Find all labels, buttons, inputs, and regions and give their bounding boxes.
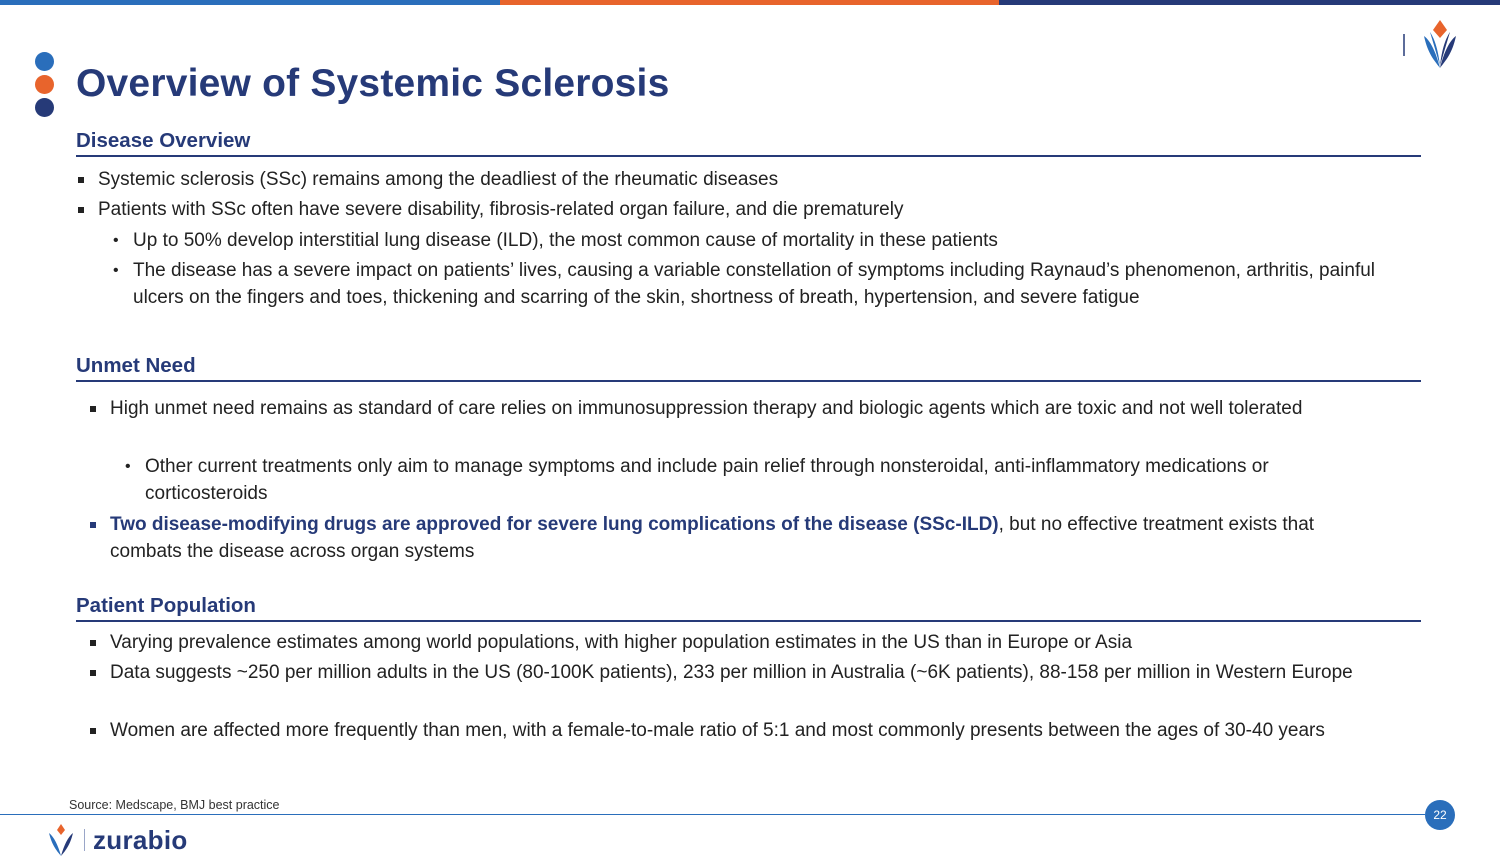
- page-number-badge: 22: [1425, 800, 1455, 830]
- bullet-text: Systemic sclerosis (SSc) remains among the deadliest of the rheumatic diseases: [98, 169, 779, 190]
- bullet-square: [78, 207, 84, 213]
- dot-blue: [35, 52, 54, 71]
- list-item: [110, 395, 1405, 422]
- top-color-bar: [0, 0, 1500, 5]
- sub-bullet-text: Other current treatments only aim to manage symptoms and include pain relief through nonsteroidal, anti-inflammatory medications or corticosteroids: [145, 456, 1269, 504]
- list-item: [98, 196, 1398, 223]
- top-bar-blue-segment: [0, 0, 500, 5]
- section-heading-patient-population: Patient Population: [76, 594, 1421, 622]
- bullet-text-emphasis: Two disease-modifying drugs are approved for severe lung complications of the disease (SSc-ILD): [110, 514, 999, 535]
- bullet-square: [90, 640, 96, 646]
- brand-name: zurabio: [93, 824, 188, 855]
- brand-separator: [84, 829, 85, 851]
- section-heading-disease-overview: Disease Overview: [76, 129, 1421, 157]
- bullet-text: , but no effective treatment exists that combats the disease across organ systems: [110, 514, 1315, 562]
- sub-bullet-dot: •: [113, 262, 119, 279]
- bullet-square: [90, 728, 96, 734]
- bullet-text: High unmet need remains as standard of care relies on immunosuppression therapy and biologic agents which are toxic and not well tolerated: [110, 398, 1303, 419]
- sub-bullet-dot: •: [113, 232, 119, 249]
- dot-orange: [35, 75, 54, 94]
- list-item: [110, 629, 1410, 656]
- list-item: [110, 659, 1370, 686]
- title-decoration-dots: [35, 52, 54, 121]
- sub-bullet-text: The disease has a severe impact on patients’ lives, causing a variable constellation of symptoms including Raynaud’s phenomenon, arthritis, painful ulcers on the fingers and toes, thickening and scarring of the skin, shortness of breath, hypertension, and severe fatigue: [133, 260, 1376, 308]
- top-bar-navy-segment: [999, 0, 1500, 5]
- footer-divider: [0, 814, 1425, 815]
- list-item: [113, 227, 1413, 254]
- page-title: Overview of Systemic Sclerosis: [76, 62, 670, 105]
- list-item: [125, 453, 1345, 507]
- bullet-text: Women are affected more frequently than men, with a female-to-male ratio of 5:1 and most commonly presents between the ages of 30-40 years: [110, 720, 1325, 741]
- bullet-text: Varying prevalence estimates among world populations, with higher population estimates in the US than in Europe or Asia: [110, 632, 1133, 653]
- dot-navy: [35, 98, 54, 117]
- list-item: [110, 717, 1405, 744]
- zurabio-mark-icon: [44, 823, 78, 857]
- bullet-square: [78, 177, 84, 183]
- list-item: [98, 166, 1398, 193]
- footer-brand: [44, 823, 188, 857]
- sub-bullet-dot: •: [125, 458, 131, 475]
- bullet-text: Patients with SSc often have severe disability, fibrosis-related organ failure, and die prematurely: [98, 199, 904, 220]
- bullet-text: Data suggests ~250 per million adults in the US (80-100K patients), 233 per million in Australia (~6K patients), 88-158 per million in Western Europe: [110, 662, 1353, 683]
- bullet-square: [90, 406, 96, 412]
- section-heading-unmet-need: Unmet Need: [76, 354, 1421, 382]
- top-bar-orange-segment: [500, 0, 999, 5]
- list-item: [113, 257, 1408, 311]
- source-citation: Source: Medscape, BMJ best practice: [69, 798, 280, 812]
- bullet-square: [90, 522, 96, 528]
- sub-bullet-text: Up to 50% develop interstitial lung disease (ILD), the most common cause of mortality in these patients: [133, 230, 998, 251]
- zurabio-logo-icon: [1400, 18, 1480, 72]
- bullet-square: [90, 670, 96, 676]
- list-item: [110, 511, 1390, 565]
